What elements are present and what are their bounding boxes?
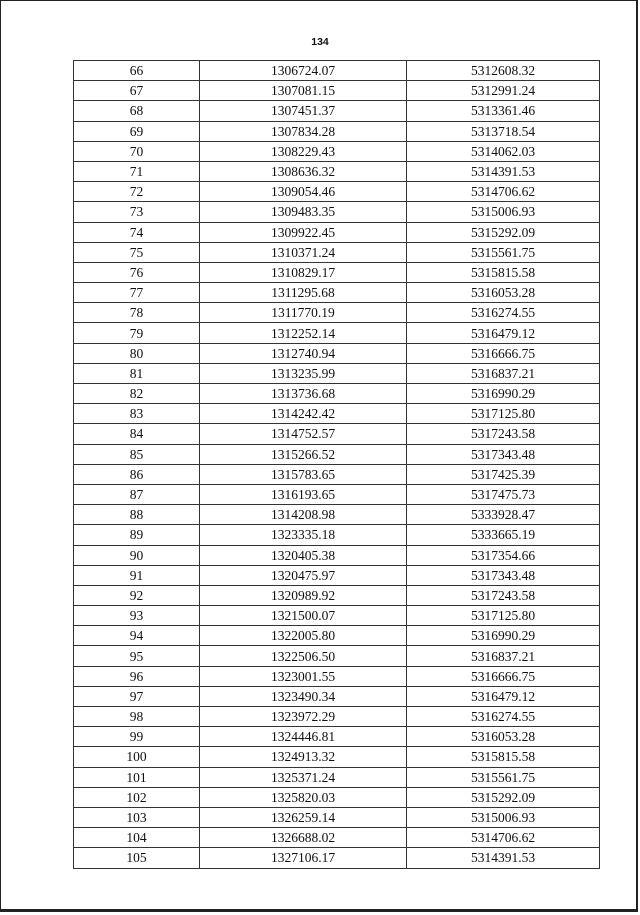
point-number-cell: 87 [74, 484, 200, 504]
point-number-cell: 84 [74, 424, 200, 444]
y-coordinate-cell: 5316274.55 [407, 303, 600, 323]
x-coordinate-cell: 1312740.94 [200, 343, 407, 363]
point-number-cell: 93 [74, 606, 200, 626]
x-coordinate-cell: 1308636.32 [200, 161, 407, 181]
x-coordinate-cell: 1327106.17 [200, 848, 407, 868]
table-row [74, 828, 600, 848]
table-row [74, 81, 600, 101]
y-coordinate-cell: 5317343.48 [407, 565, 600, 585]
y-coordinate-cell: 5317343.48 [407, 444, 600, 464]
table-row [74, 464, 600, 484]
table-row [74, 848, 600, 868]
point-number-cell: 75 [74, 242, 200, 262]
x-coordinate-cell: 1315266.52 [200, 444, 407, 464]
table-row [74, 283, 600, 303]
table-row [74, 807, 600, 827]
table-row [74, 505, 600, 525]
x-coordinate-cell: 1307081.15 [200, 81, 407, 101]
x-coordinate-cell: 1323972.29 [200, 707, 407, 727]
table-row [74, 626, 600, 646]
table-row [74, 61, 600, 81]
point-number-cell: 71 [74, 161, 200, 181]
point-number-cell: 78 [74, 303, 200, 323]
y-coordinate-cell: 5316837.21 [407, 363, 600, 383]
table-row [74, 747, 600, 767]
x-coordinate-cell: 1308229.43 [200, 141, 407, 161]
y-coordinate-cell: 5312608.32 [407, 61, 600, 81]
table-row [74, 585, 600, 605]
point-number-cell: 88 [74, 505, 200, 525]
x-coordinate-cell: 1323335.18 [200, 525, 407, 545]
point-number-cell: 77 [74, 283, 200, 303]
table-row [74, 686, 600, 706]
point-number-cell: 82 [74, 384, 200, 404]
table-row [74, 262, 600, 282]
y-coordinate-cell: 5316274.55 [407, 707, 600, 727]
x-coordinate-cell: 1321500.07 [200, 606, 407, 626]
table-row [74, 646, 600, 666]
x-coordinate-cell: 1315783.65 [200, 464, 407, 484]
point-number-cell: 98 [74, 707, 200, 727]
y-coordinate-cell: 5317125.80 [407, 404, 600, 424]
point-number-cell: 103 [74, 807, 200, 827]
point-number-cell: 89 [74, 525, 200, 545]
y-coordinate-cell: 5314706.62 [407, 828, 600, 848]
point-number-cell: 69 [74, 121, 200, 141]
y-coordinate-cell: 5313718.54 [407, 121, 600, 141]
table-row [74, 384, 600, 404]
coordinates-table-body [74, 61, 600, 869]
point-number-cell: 91 [74, 565, 200, 585]
table-row [74, 303, 600, 323]
table-row [74, 182, 600, 202]
y-coordinate-cell: 5316053.28 [407, 283, 600, 303]
point-number-cell: 105 [74, 848, 200, 868]
point-number-cell: 76 [74, 262, 200, 282]
table-row [74, 404, 600, 424]
y-coordinate-cell: 5317425.39 [407, 464, 600, 484]
y-coordinate-cell: 5316837.21 [407, 646, 600, 666]
table-row [74, 161, 600, 181]
x-coordinate-cell: 1324446.81 [200, 727, 407, 747]
table-row [74, 222, 600, 242]
y-coordinate-cell: 5315561.75 [407, 767, 600, 787]
table-row [74, 323, 600, 343]
x-coordinate-cell: 1326259.14 [200, 807, 407, 827]
y-coordinate-cell: 5333665.19 [407, 525, 600, 545]
page-number: 134 [311, 36, 329, 48]
point-number-cell: 80 [74, 343, 200, 363]
x-coordinate-cell: 1309922.45 [200, 222, 407, 242]
x-coordinate-cell: 1323001.55 [200, 666, 407, 686]
point-number-cell: 79 [74, 323, 200, 343]
x-coordinate-cell: 1313736.68 [200, 384, 407, 404]
y-coordinate-cell: 5316666.75 [407, 666, 600, 686]
x-coordinate-cell: 1320989.92 [200, 585, 407, 605]
point-number-cell: 86 [74, 464, 200, 484]
point-number-cell: 72 [74, 182, 200, 202]
table-row [74, 565, 600, 585]
table-row [74, 525, 600, 545]
table-row [74, 606, 600, 626]
y-coordinate-cell: 5316990.29 [407, 626, 600, 646]
y-coordinate-cell: 5317243.58 [407, 585, 600, 605]
x-coordinate-cell: 1313235.99 [200, 363, 407, 383]
point-number-cell: 94 [74, 626, 200, 646]
x-coordinate-cell: 1314752.57 [200, 424, 407, 444]
x-coordinate-cell: 1309483.35 [200, 202, 407, 222]
y-coordinate-cell: 5316479.12 [407, 686, 600, 706]
x-coordinate-cell: 1307451.37 [200, 101, 407, 121]
table-row [74, 202, 600, 222]
x-coordinate-cell: 1307834.28 [200, 121, 407, 141]
table-row [74, 545, 600, 565]
point-number-cell: 99 [74, 727, 200, 747]
x-coordinate-cell: 1326688.02 [200, 828, 407, 848]
y-coordinate-cell: 5317125.80 [407, 606, 600, 626]
table-row [74, 787, 600, 807]
x-coordinate-cell: 1311770.19 [200, 303, 407, 323]
y-coordinate-cell: 5315561.75 [407, 242, 600, 262]
x-coordinate-cell: 1311295.68 [200, 283, 407, 303]
y-coordinate-cell: 5314391.53 [407, 848, 600, 868]
point-number-cell: 74 [74, 222, 200, 242]
x-coordinate-cell: 1310829.17 [200, 262, 407, 282]
table-row [74, 666, 600, 686]
y-coordinate-cell: 5333928.47 [407, 505, 600, 525]
x-coordinate-cell: 1323490.34 [200, 686, 407, 706]
y-coordinate-cell: 5315292.09 [407, 222, 600, 242]
table-row [74, 363, 600, 383]
point-number-cell: 85 [74, 444, 200, 464]
table-row [74, 727, 600, 747]
x-coordinate-cell: 1312252.14 [200, 323, 407, 343]
coordinates-table [73, 60, 600, 869]
x-coordinate-cell: 1322005.80 [200, 626, 407, 646]
table-row [74, 767, 600, 787]
y-coordinate-cell: 5315292.09 [407, 787, 600, 807]
table-row [74, 101, 600, 121]
x-coordinate-cell: 1314242.42 [200, 404, 407, 424]
y-coordinate-cell: 5316053.28 [407, 727, 600, 747]
point-number-cell: 96 [74, 666, 200, 686]
x-coordinate-cell: 1320475.97 [200, 565, 407, 585]
table-row [74, 444, 600, 464]
x-coordinate-cell: 1325371.24 [200, 767, 407, 787]
point-number-cell: 68 [74, 101, 200, 121]
y-coordinate-cell: 5317354.66 [407, 545, 600, 565]
y-coordinate-cell: 5314706.62 [407, 182, 600, 202]
x-coordinate-cell: 1322506.50 [200, 646, 407, 666]
y-coordinate-cell: 5314391.53 [407, 161, 600, 181]
point-number-cell: 66 [74, 61, 200, 81]
y-coordinate-cell: 5315006.93 [407, 807, 600, 827]
point-number-cell: 101 [74, 767, 200, 787]
point-number-cell: 73 [74, 202, 200, 222]
x-coordinate-cell: 1325820.03 [200, 787, 407, 807]
x-coordinate-cell: 1320405.38 [200, 545, 407, 565]
point-number-cell: 95 [74, 646, 200, 666]
y-coordinate-cell: 5316479.12 [407, 323, 600, 343]
point-number-cell: 104 [74, 828, 200, 848]
x-coordinate-cell: 1314208.98 [200, 505, 407, 525]
point-number-cell: 90 [74, 545, 200, 565]
y-coordinate-cell: 5315815.58 [407, 747, 600, 767]
table-row [74, 343, 600, 363]
y-coordinate-cell: 5313361.46 [407, 101, 600, 121]
point-number-cell: 67 [74, 81, 200, 101]
point-number-cell: 92 [74, 585, 200, 605]
y-coordinate-cell: 5314062.03 [407, 141, 600, 161]
table-row [74, 707, 600, 727]
y-coordinate-cell: 5315006.93 [407, 202, 600, 222]
y-coordinate-cell: 5317475.73 [407, 484, 600, 504]
x-coordinate-cell: 1306724.07 [200, 61, 407, 81]
table-row [74, 141, 600, 161]
table-row [74, 121, 600, 141]
y-coordinate-cell: 5315815.58 [407, 262, 600, 282]
y-coordinate-cell: 5316666.75 [407, 343, 600, 363]
point-number-cell: 97 [74, 686, 200, 706]
table-row [74, 484, 600, 504]
y-coordinate-cell: 5316990.29 [407, 384, 600, 404]
x-coordinate-cell: 1310371.24 [200, 242, 407, 262]
table-row [74, 242, 600, 262]
point-number-cell: 100 [74, 747, 200, 767]
x-coordinate-cell: 1309054.46 [200, 182, 407, 202]
x-coordinate-cell: 1324913.32 [200, 747, 407, 767]
point-number-cell: 81 [74, 363, 200, 383]
y-coordinate-cell: 5312991.24 [407, 81, 600, 101]
x-coordinate-cell: 1316193.65 [200, 484, 407, 504]
point-number-cell: 102 [74, 787, 200, 807]
point-number-cell: 70 [74, 141, 200, 161]
table-row [74, 424, 600, 444]
y-coordinate-cell: 5317243.58 [407, 424, 600, 444]
point-number-cell: 83 [74, 404, 200, 424]
